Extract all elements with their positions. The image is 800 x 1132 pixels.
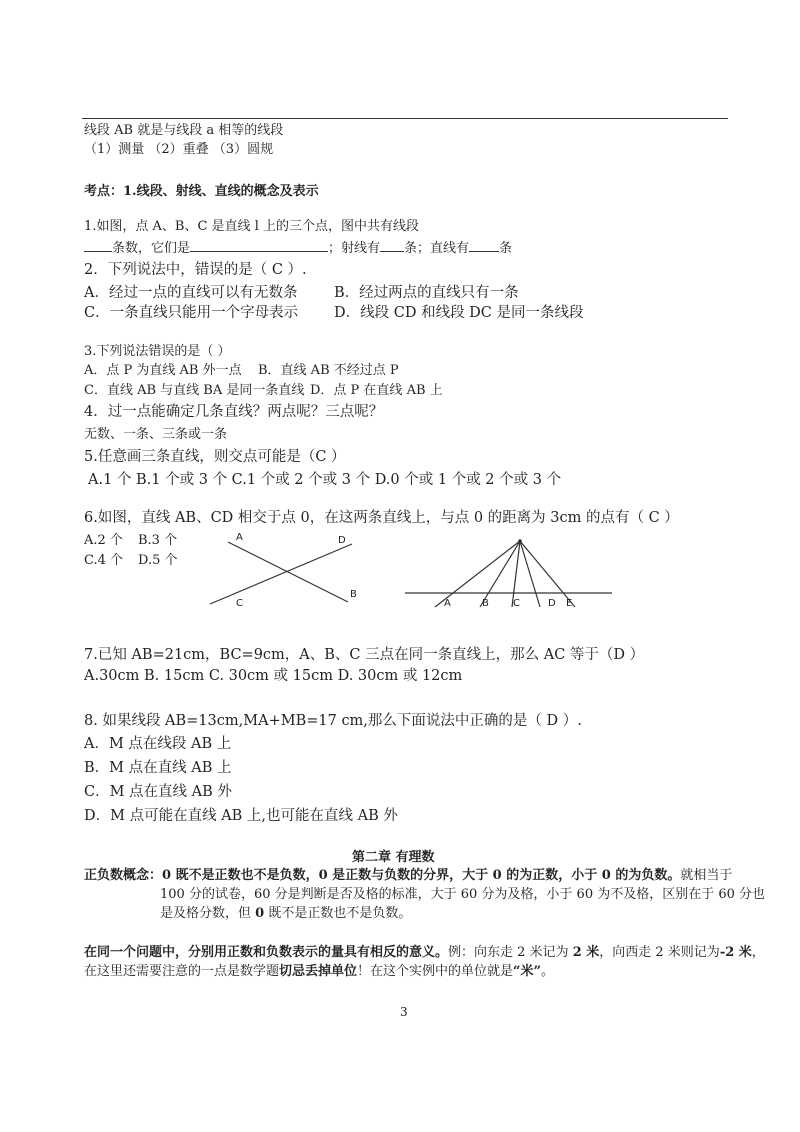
q6-stem: 6.如图，直线 AB、CD 相交于点 0，在这两条直线上，与点 0 的距离为 3cm 的点有（ C ）: [84, 510, 679, 526]
q3-option-a: A．点 P 为直线 AB 外一点: [84, 363, 242, 378]
q6-option-d: D.5 个: [138, 553, 178, 568]
q2-option-c: C．一条直线只能用一个字母表示: [84, 305, 299, 321]
top-rule: [82, 118, 728, 119]
label-d: D: [338, 535, 346, 546]
q5-stem: 5.任意画三条直线，则交点可能是（C ）: [84, 449, 346, 465]
q2-option-d: D．线段 CD 和线段 DC 是同一条线段: [334, 305, 584, 321]
q2-option-b: B．经过两点的直线只有一条: [334, 285, 519, 301]
label-d: D: [548, 598, 556, 609]
q1-line-1: 1.如图，点 A、B、C 是直线 l 上的三个点，图中共有线段: [84, 219, 419, 234]
q1-blank-2[interactable]: [190, 239, 328, 252]
q6-option-a: A.2 个: [84, 533, 123, 548]
meaning-line-2: 在这里还需要注意的一点是数学题切忌丢掉单位！在这个实例中的单位就是“米”。: [84, 964, 555, 979]
q6-option-c: C.4 个: [84, 553, 124, 568]
label-b: B: [350, 589, 357, 600]
header-line-1: 线段 AB 就是与线段 a 相等的线段: [84, 123, 284, 138]
label-e: E: [566, 598, 573, 609]
chapter-title: 第二章 有理数: [352, 850, 435, 865]
label-b: B: [482, 598, 489, 609]
q8-option-a: A．M 点在线段 AB 上: [84, 736, 232, 752]
page-number: 3: [400, 1005, 408, 1019]
q8-option-b: B．M 点在直线 AB 上: [84, 760, 232, 776]
label-c: C: [513, 598, 520, 609]
q2-stem: 2．下列说法中，错误的是（ C ）.: [84, 262, 307, 278]
q1-blank-4[interactable]: [469, 239, 499, 252]
concept-line-3: 是及格分数，但 0 既不是正数也不是负数。: [160, 906, 412, 921]
q1-blank-1[interactable]: [84, 239, 112, 252]
q7-options: A.30cm B. 15cm C. 30cm 或 15cm D. 30cm 或 12cm: [84, 668, 463, 684]
q8-stem: 8. 如果线段 AB=13cm,MA+MB=17 cm,那么下面说法中正确的是（ D ）.: [84, 713, 582, 729]
apex-point: [518, 539, 522, 543]
q7-stem: 7.已知 AB=21cm，BC=9cm，A、B、C 三点在同一条直线上，那么 AC 等于（D ）: [84, 647, 645, 663]
concept-line-2: 100 分的试卷，60 分是判断是否及格的标准，大于 60 分为及格，小于 60 为不及格，区别在于 60 分也: [160, 887, 766, 902]
q1-line-2: 条数，它们是 ；射线有 条；直线有 条: [84, 239, 512, 257]
kaodian-heading: 考点：1.线段、射线、直线的概念及表示: [84, 184, 319, 199]
q3-option-b: B．直线 AB 不经过点 P: [258, 363, 399, 378]
meaning-line-1: 在同一个问题中，分别用正数和负数表示的量具有相反的意义。例：向东走 2 米记为 2 米，向西走 2 米则记为-2 米，: [84, 945, 765, 960]
q3-stem: 3.下列说法错误的是（ ）: [84, 344, 231, 359]
q8-option-d: D．M 点可能在直线 AB 上,也可能在直线 AB 外: [84, 808, 398, 824]
label-a: A: [236, 532, 243, 543]
label-a: A: [444, 598, 451, 609]
q2-option-a: A．经过一点的直线可以有无数条: [84, 285, 298, 301]
q3-option-c: C．直线 AB 与直线 BA 是同一条直线: [84, 383, 305, 398]
label-c: C: [236, 598, 243, 609]
q4-answer: 无数、一条、三条或一条: [84, 427, 228, 442]
header-line-2: （1）测量 （2）重叠 （3）圆规: [84, 142, 274, 157]
q1-blank-3[interactable]: [380, 239, 404, 252]
q4-stem: 4．过一点能确定几条直线？两点呢？三点呢？: [84, 404, 384, 420]
line-cd: [210, 544, 352, 604]
q5-options: A.1 个 B.1 个或 3 个 C.1 个或 2 个或 3 个 D.0 个或 1 个或 2 个或 3 个: [88, 472, 562, 488]
q3-option-d: D．点 P 在直线 AB 上: [310, 383, 443, 398]
q6-figure-fan-lines: [400, 535, 620, 615]
ray-d: [520, 541, 540, 607]
q6-figure-intersecting-lines: [200, 530, 370, 615]
q6-option-b: B.3 个: [138, 533, 178, 548]
line-ab: [228, 542, 348, 602]
q8-option-c: C．M 点在直线 AB 外: [84, 784, 232, 800]
concept-line-1: 正负数概念：0 既不是正数也不是负数，0 是正数与负数的分界，大于 0 的为正数，小于 0 的为负数。就相当于: [84, 868, 733, 883]
